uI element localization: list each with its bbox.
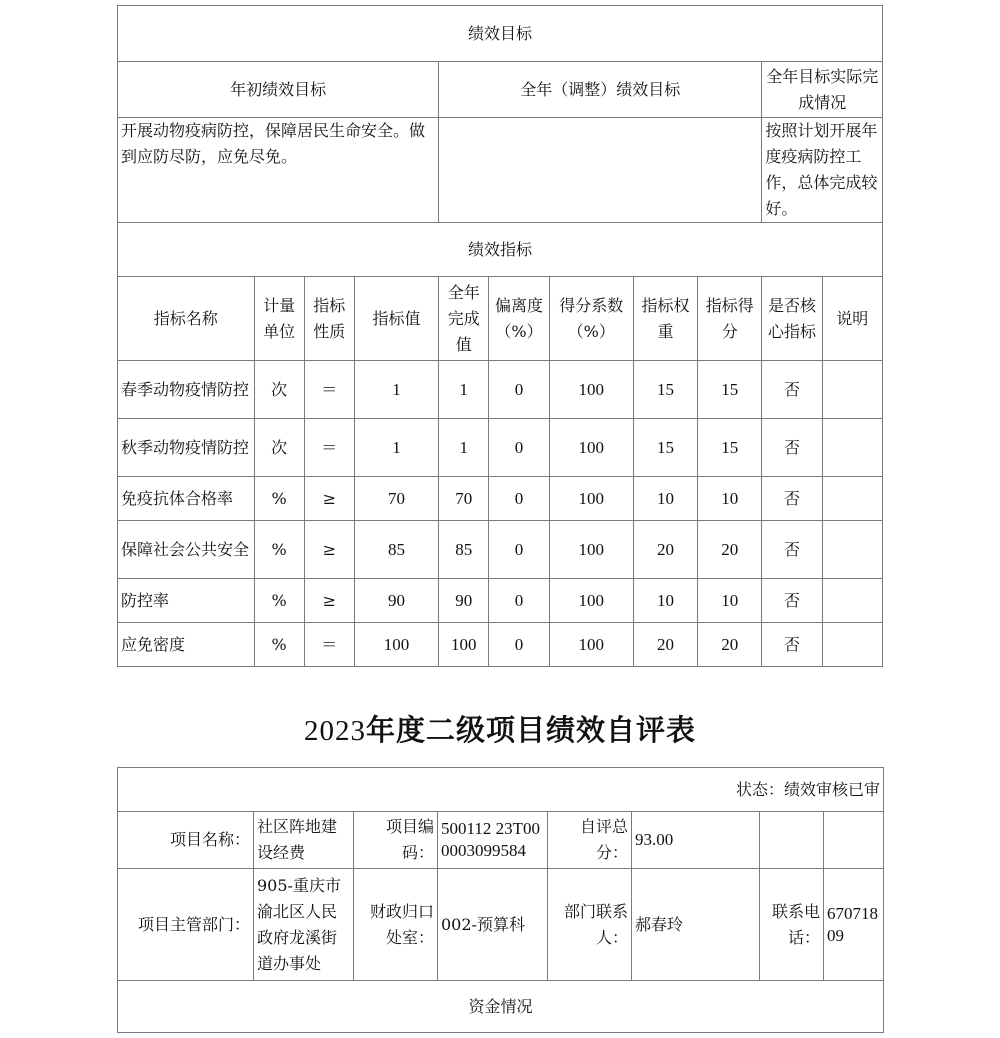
cell-weight: 20 bbox=[633, 521, 697, 579]
cell-score: 20 bbox=[698, 623, 762, 667]
contact-value: 郝春玲 bbox=[632, 869, 760, 981]
cell-nature: ＝ bbox=[304, 419, 354, 477]
cell-is-core: 否 bbox=[762, 579, 822, 623]
header-is-core: 是否核心指标 bbox=[762, 277, 822, 361]
cell-remarks bbox=[822, 361, 882, 419]
cell-target-value: 90 bbox=[354, 579, 438, 623]
cell-is-core: 否 bbox=[762, 521, 822, 579]
form-title-text: 年度二级项目绩效自评表 bbox=[365, 713, 696, 747]
indicator-row bbox=[118, 361, 883, 419]
dept-value: 905-重庆市渝北区人民政府龙溪街道办事处 bbox=[254, 869, 354, 981]
header-score: 指标得分 bbox=[698, 277, 762, 361]
cell-score-coefficient: 100 bbox=[549, 419, 633, 477]
cell-indicator-name: 秋季动物疫情防控 bbox=[118, 419, 255, 477]
cell-remarks bbox=[822, 623, 882, 667]
cell-actual-value: 90 bbox=[439, 579, 489, 623]
cell-score: 10 bbox=[698, 477, 762, 521]
cell-nature: ＝ bbox=[304, 361, 354, 419]
self-score-label: 自评总分： bbox=[548, 812, 632, 869]
cell-deviation: 0 bbox=[489, 623, 549, 667]
adjusted-goal-text bbox=[439, 118, 762, 223]
cell-unit: 次 bbox=[254, 361, 304, 419]
cell-unit: % bbox=[254, 477, 304, 521]
cell-indicator-name: 春季动物疫情防控 bbox=[118, 361, 255, 419]
cell-score: 15 bbox=[698, 361, 762, 419]
cell-weight: 15 bbox=[633, 361, 697, 419]
header-weight: 指标权重 bbox=[633, 277, 697, 361]
cell-is-core: 否 bbox=[762, 419, 822, 477]
cell-nature: ≥ bbox=[304, 579, 354, 623]
empty-cell bbox=[760, 812, 824, 869]
cell-target-value: 1 bbox=[354, 419, 438, 477]
cell-is-core: 否 bbox=[762, 361, 822, 419]
cell-score-coefficient: 100 bbox=[549, 361, 633, 419]
col-adjusted-goal: 全年（调整）绩效目标 bbox=[439, 62, 762, 118]
cell-nature: ＝ bbox=[304, 623, 354, 667]
cell-indicator-name: 应免密度 bbox=[118, 623, 255, 667]
cell-score-coefficient: 100 bbox=[549, 521, 633, 579]
cell-score: 20 bbox=[698, 521, 762, 579]
cell-score: 15 bbox=[698, 419, 762, 477]
project-name-value: 社区阵地建设经费 bbox=[254, 812, 354, 869]
cell-unit: % bbox=[254, 521, 304, 579]
header-unit: 计量单位 bbox=[254, 277, 304, 361]
col-initial-goal: 年初绩效目标 bbox=[118, 62, 439, 118]
cell-weight: 20 bbox=[633, 623, 697, 667]
cell-actual-value: 1 bbox=[439, 361, 489, 419]
project-info-table bbox=[117, 767, 884, 1033]
performance-table bbox=[117, 5, 883, 667]
cell-is-core: 否 bbox=[762, 477, 822, 521]
col-actual-completion: 全年目标实际完成情况 bbox=[762, 62, 883, 118]
cell-actual-value: 85 bbox=[439, 521, 489, 579]
indicators-section-title: 绩效指标 bbox=[118, 223, 883, 277]
indicator-header-row bbox=[118, 277, 883, 361]
cell-actual-value: 1 bbox=[439, 419, 489, 477]
cell-indicator-name: 保障社会公共安全 bbox=[118, 521, 255, 579]
indicator-row bbox=[118, 521, 883, 579]
indicator-row bbox=[118, 623, 883, 667]
goals-section-title: 绩效目标 bbox=[118, 6, 883, 62]
cell-target-value: 70 bbox=[354, 477, 438, 521]
empty-cell bbox=[824, 812, 884, 869]
cell-target-value: 1 bbox=[354, 361, 438, 419]
cell-remarks bbox=[822, 579, 882, 623]
cell-unit: % bbox=[254, 579, 304, 623]
cell-deviation: 0 bbox=[489, 521, 549, 579]
finance-value: 002-预算科 bbox=[438, 869, 548, 981]
cell-score: 10 bbox=[698, 579, 762, 623]
cell-deviation: 0 bbox=[489, 477, 549, 521]
project-code-label: 项目编码： bbox=[354, 812, 438, 869]
header-remarks: 说明 bbox=[822, 277, 882, 361]
cell-deviation: 0 bbox=[489, 579, 549, 623]
dept-label: 项目主管部门： bbox=[118, 869, 254, 981]
form-title-year: 2023 bbox=[303, 715, 366, 747]
status-text: 状态：绩效审核已审 bbox=[118, 768, 884, 812]
project-code-value: 500112 23T000003099584 bbox=[438, 812, 548, 869]
header-nature: 指标性质 bbox=[304, 277, 354, 361]
header-score-coefficient: 得分系数（%） bbox=[549, 277, 633, 361]
actual-completion-text: 按照计划开展年度疫病防控工作，总体完成较好。 bbox=[762, 118, 883, 223]
cell-actual-value: 100 bbox=[439, 623, 489, 667]
finance-label: 财政归口处室： bbox=[354, 869, 438, 981]
header-deviation: 偏离度（%） bbox=[489, 277, 549, 361]
cell-nature: ≥ bbox=[304, 521, 354, 579]
cell-is-core: 否 bbox=[762, 623, 822, 667]
cell-remarks bbox=[822, 419, 882, 477]
cell-score-coefficient: 100 bbox=[549, 477, 633, 521]
cell-weight: 10 bbox=[633, 579, 697, 623]
indicator-row bbox=[118, 419, 883, 477]
project-name-label: 项目名称： bbox=[118, 812, 254, 869]
form-title bbox=[0, 708, 1000, 749]
cell-score-coefficient: 100 bbox=[549, 623, 633, 667]
cell-target-value: 85 bbox=[354, 521, 438, 579]
cell-deviation: 0 bbox=[489, 361, 549, 419]
self-score-value: 93.00 bbox=[632, 812, 760, 869]
cell-weight: 15 bbox=[633, 419, 697, 477]
header-target-value: 指标值 bbox=[354, 277, 438, 361]
indicator-row bbox=[118, 579, 883, 623]
initial-goal-text: 开展动物疫病防控，保障居民生命安全。做到应防尽防，应免尽免。 bbox=[118, 118, 439, 223]
header-indicator-name: 指标名称 bbox=[118, 277, 255, 361]
cell-deviation: 0 bbox=[489, 419, 549, 477]
cell-actual-value: 70 bbox=[439, 477, 489, 521]
funds-section-title: 资金情况 bbox=[118, 981, 884, 1033]
cell-weight: 10 bbox=[633, 477, 697, 521]
contact-label: 部门联系人： bbox=[548, 869, 632, 981]
cell-indicator-name: 免疫抗体合格率 bbox=[118, 477, 255, 521]
phone-label: 联系电话： bbox=[760, 869, 824, 981]
cell-nature: ≥ bbox=[304, 477, 354, 521]
indicator-row bbox=[118, 477, 883, 521]
indicator-rows bbox=[118, 361, 883, 667]
phone-value: 67071809 bbox=[824, 869, 884, 981]
cell-indicator-name: 防控率 bbox=[118, 579, 255, 623]
cell-remarks bbox=[822, 521, 882, 579]
header-actual-value: 全年完成值 bbox=[439, 277, 489, 361]
cell-remarks bbox=[822, 477, 882, 521]
cell-unit: 次 bbox=[254, 419, 304, 477]
cell-score-coefficient: 100 bbox=[549, 579, 633, 623]
cell-target-value: 100 bbox=[354, 623, 438, 667]
cell-unit: % bbox=[254, 623, 304, 667]
